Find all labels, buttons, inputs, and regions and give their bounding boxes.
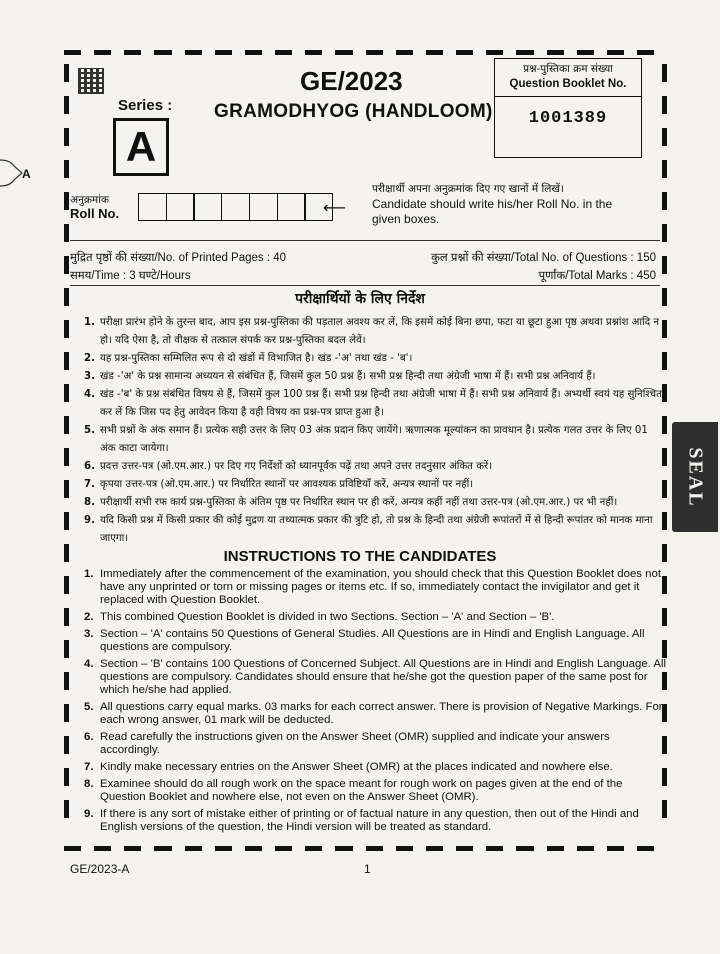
left-border-dashes: [64, 64, 69, 840]
roll-digit-box[interactable]: [249, 193, 278, 221]
roll-digit-box[interactable]: [166, 193, 195, 221]
series-box: A: [113, 118, 169, 176]
roll-label: [70, 193, 119, 221]
roll-digit-box[interactable]: [193, 193, 222, 221]
roll-digit-box[interactable]: [277, 193, 306, 221]
english-instructions-heading: INSTRUCTIONS TO THE CANDIDATES: [223, 548, 497, 565]
paper-code: GE/2023: [300, 66, 403, 96]
series-label: Series :: [118, 97, 173, 114]
english-instructions-list: [84, 568, 666, 838]
list-item: 2. This combined Question Booklet is divided in two Sections. Section – 'A' and Section – 'B'.: [84, 611, 555, 623]
booklet-number: 1001389: [528, 109, 608, 128]
arrow-left-icon: ⟵: [323, 198, 346, 217]
list-item: 8. Examinee should do all rough work on the space meant for rough work on pages given at the end of the Question Booklet and nowhere else, not even on the Answer Sheet (OMR).: [84, 778, 623, 803]
series-side-tab: [0, 158, 44, 188]
hindi-instructions-list: [84, 314, 666, 548]
list-item: 1. परीक्षा प्रारंभ होने के तुरन्त बाद, आप इस प्रश्न-पुस्तिका की पड़ताल अवश्य कर लें, कि इसमें कोई बिना छपा, फटा या छूटा हुआ पृष्ठ अथवा प्रश्नांश आदि न हो। यदि ऐसा है, तो वीक्षक से तत्काल संपर्क कर प्रश्न-पुस्तिका बदल लेवें।: [84, 317, 660, 346]
hindi-instructions-heading: परीक्षार्थियों के लिए निर्देश: [295, 291, 425, 307]
booklet-label-en: Question Booklet No.: [509, 78, 627, 90]
roll-note-hi: परीक्षार्थी अपना अनुक्रमांक दिए गए खानों में लिखें।: [372, 183, 564, 195]
list-item: 8. परीक्षार्थी सभी रफ कार्य प्रश्न-पुस्तिका के अंतिम पृष्ठ पर निर्धारित स्थान पर ही करें, अन्यत्र कहीं नहीं तथा उत्तर-पत्र (ओ.एम.आर.) पर भी नहीं।: [84, 497, 618, 508]
list-item: 2. यह प्रश्न-पुस्तिका सम्मिलित रूप से दो खंडों में विभाजित है। खंड -'अ' तथा खंड - 'ब'।: [84, 353, 413, 364]
subject-title: GRAMODHYOG (HANDLOOM): [214, 101, 493, 122]
roll-digit-box[interactable]: [138, 193, 167, 221]
roll-note-en: Candidate should write his/her Roll No. in the given boxes.: [372, 197, 613, 226]
list-item: 3. खंड -'अ' के प्रश्न सामान्य अध्ययन से संबंधित हैं, जिसमें कुल 50 प्रश्न हैं। सभी प्रश्न हिन्दी तथा अंग्रेजी भाषा में हैं। सभी प्रश्न अनिवार्य हैं।: [84, 371, 596, 382]
total-marks: पूर्णांक/Total Marks : 450: [538, 270, 656, 282]
seal-label: SEAL: [684, 446, 707, 508]
footer-code: GE/2023-A: [70, 862, 130, 876]
list-item: 6. प्रदत्त उत्तर-पत्र (ओ.एम.आर.) पर दिए गए निर्देशों को ध्यानपूर्वक पढ़ें तथा अपने उत्तर तदनुसार अंकित करें।: [84, 461, 493, 472]
total-questions: कुल प्रश्नों की संख्या/Total No. of Questions : 150: [431, 252, 656, 264]
list-item: 9. If there is any sort of mistake either of printing or of factual nature in any question, then out of the Hindi and English versions of the question, the Hindi version will be treated as standard.: [84, 808, 639, 833]
list-item: 7. Kindly make necessary entries on the Answer Sheet (OMR) at the places indicated and nowhere else.: [84, 761, 613, 773]
booklet-label-hi: प्रश्न-पुस्तिका क्रम संख्या: [523, 63, 613, 75]
list-item: 1. Immediately after the commencement of the examination, you should check that this Question Booklet does not have any unprinted or torn or missing pages or items etc. If so, immediately contact the invigilator and get it replaced with Question Booklet.: [84, 568, 661, 606]
roll-digit-box[interactable]: [221, 193, 250, 221]
booklet-number-box: [494, 58, 642, 158]
top-border-dashes: [64, 50, 654, 56]
time: समय/Time : 3 घण्टे/Hours: [70, 270, 191, 282]
list-item: 4. खंड -'ब' के प्रश्न संबंधित विषय से हैं, जिसमें कुल 100 प्रश्न हैं। सभी प्रश्न हिन्दी तथा अंग्रेजी भाषा में हैं। सभी प्रश्न अनिवार्य हैं। अभ्यर्थी स्वयं यह सुनिश्चित कर लें कि जिस पद हेतु आवेदन किया है वही विषय का प्रश्न-पत्र प्राप्त हुआ है।: [84, 389, 662, 418]
page-number: 1: [364, 862, 371, 876]
list-item: 5. सभी प्रश्नों के अंक समान हैं। प्रत्येक सही उत्तर के लिए 03 अंक प्रदान किए जायेंगे। ऋणात्मक मूल्यांकन का प्रावधान है। प्रत्येक गलत उत्तर के लिए 01 अंक काटा जायेगा।: [84, 425, 648, 454]
list-item: 4. Section – 'B' contains 100 Questions of Concerned Subject. All Questions are in Hindi and English Language. All questions are compulsory. Candidates should ensure that he/she got the question paper of the same post for which he/she had applied.: [84, 658, 667, 696]
bottom-border-dashes: [64, 846, 654, 852]
list-item: 7. कृपया उत्तर-पत्र (ओ.एम.आर.) पर निर्धारित स्थानों पर आवश्यक प्रविष्टियाँ करें, अन्यत्र स्थानों पर नहीं।: [84, 479, 474, 490]
printed-pages: मुद्रित पृष्ठों की संख्या/No. of Printed Pages : 40: [70, 252, 287, 264]
divider: [70, 285, 660, 286]
qr-code-icon: [78, 68, 104, 94]
divider: [70, 240, 660, 241]
list-item: 9. यदि किसी प्रश्न में किसी प्रकार की कोई मुद्रण या तथ्यात्मक प्रकार की त्रुटि हो, तो प्रश्न के हिन्दी तथा अंग्रेजी रूपांतरों में से हिन्दी रूपांतर को मानक माना जाएगा।: [84, 515, 653, 544]
roll-number-boxes[interactable]: [138, 193, 332, 221]
seal-tab: [672, 422, 718, 532]
roll-label-en: Roll No.: [70, 206, 120, 221]
booklet-label: [495, 59, 641, 97]
roll-label-hi: अनुक्रमांक: [70, 194, 109, 206]
list-item: 5. All questions carry equal marks. 03 marks for each correct answer. There is provision of Negative Markings. For each wrong answer, 01 mark will be deducted.: [84, 701, 663, 726]
roll-note: [372, 182, 642, 227]
list-item: 6. Read carefully the instructions given on the Answer Sheet (OMR) supplied and indicate your answers accordingly.: [84, 731, 610, 756]
list-item: 3. Section – 'A' contains 50 Questions of General Studies. All Questions are in Hindi and English Language. All questions are compulsory.: [84, 628, 645, 653]
side-tab-label: A: [22, 167, 31, 181]
